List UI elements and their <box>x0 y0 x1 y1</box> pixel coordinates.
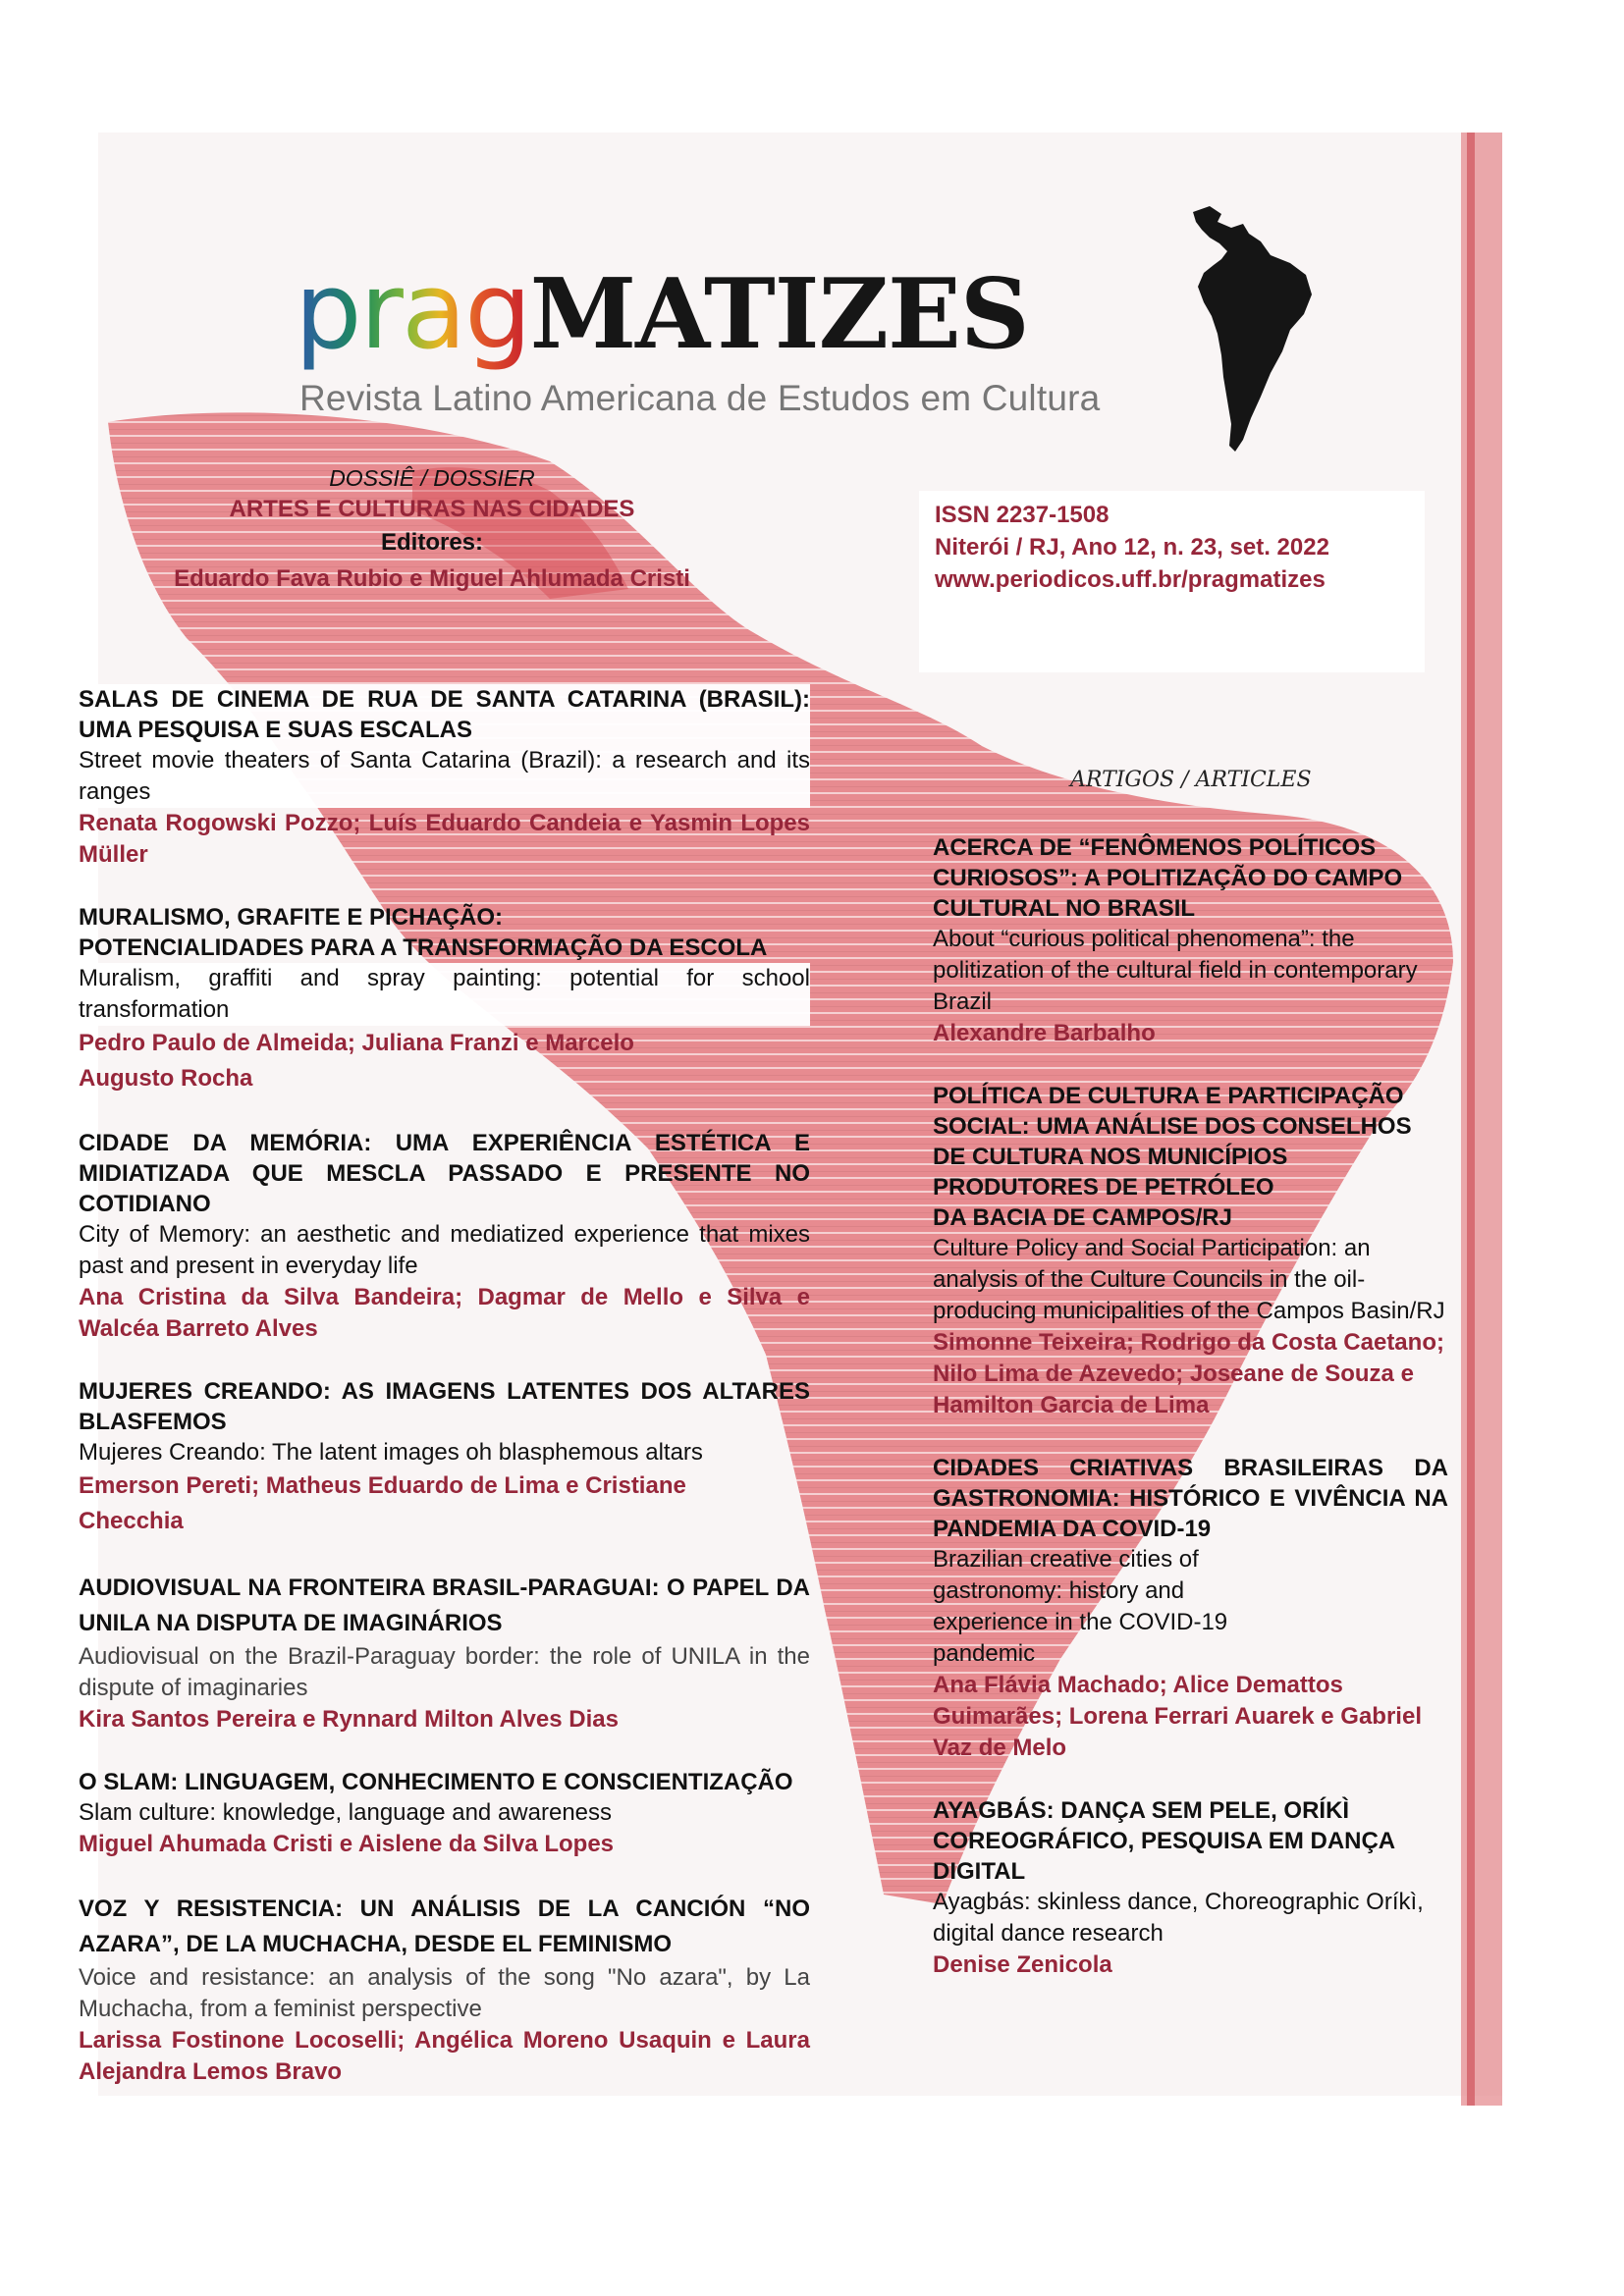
article-title: MURALISMO, GRAFITE E PICHAÇÃO: POTENCIALIDADES PARA A TRANSFORMAÇÃO DA ESCOLA <box>79 904 768 961</box>
journal-subtitle: Revista Latino Americana de Estudos em Cultura <box>299 378 1101 418</box>
dossier-label: DOSSIÊ / DOSSIER <box>329 465 535 491</box>
article-title: CIDADE DA MEMÓRIA: UMA EXPERIÊNCIA ESTÉTICA E MIDIATIZADA QUE MESCLA PASSADO E PRESENTE NO COTIDIANO <box>79 1130 810 1217</box>
article-title: O SLAM: LINGUAGEM, CONHECIMENTO E CONSCIENTIZAÇÃO <box>79 1769 793 1795</box>
article-authors: Ana Cristina da Silva Bandeira; Dagmar de Mello e Silva e Walcéa Barreto Alves <box>79 1284 810 1342</box>
article <box>933 1453 1448 1764</box>
article-english-title: Brazilian creative cities of gastronomy: history and experience in the COVID-19 pandemic <box>933 1546 1228 1667</box>
issn-info <box>935 499 1329 596</box>
dossier-articles-list <box>79 684 810 2119</box>
journal-logo <box>295 250 1029 373</box>
article <box>933 1795 1448 1981</box>
article-title: POLÍTICA DE CULTURA E PARTICIPAÇÃO SOCIAL: UMA ANÁLISE DOS CONSELHOS DE CULTURA NOS MUNICÍPIOS PRODUTORES DE PETRÓLEO DA BACIA DE CAMPOS/RJ <box>933 1083 1412 1231</box>
article-authors: Emerson Pereti; Matheus Eduardo de Lima e Cristiane Checchia <box>79 1472 686 1534</box>
article-authors: Alexandre Barbalho <box>933 1020 1156 1046</box>
article-authors: Kira Santos Pereira e Rynnard Milton Alves Dias <box>79 1706 619 1733</box>
dossier-article <box>79 1376 810 1539</box>
issn-code: ISSN 2237-1508 <box>935 502 1110 528</box>
article-authors: Renata Rogowski Pozzo; Luís Eduardo Candeia e Yasmin Lopes Müller <box>79 810 810 868</box>
logo-prag-text: prag <box>295 250 530 373</box>
dossier-article <box>79 1892 810 2088</box>
article-english-title: Audiovisual on the Brazil-Paraguay border: the role of UNILA in the dispute of imaginaries <box>79 1643 810 1701</box>
articles-list <box>933 832 1448 2012</box>
article <box>933 1081 1448 1421</box>
article-title: VOZ Y RESISTENCIA: UN ANÁLISIS DE LA CANCIÓN “NO AZARA”, DE LA MUCHACHA, DESDE EL FEMINISMO <box>79 1896 810 1957</box>
article-english-title: Slam culture: knowledge, language and awareness <box>79 1799 613 1826</box>
article-english-title: City of Memory: an aesthetic and mediatized experience that mixes past and present in everyday life <box>79 1221 810 1279</box>
dossier-theme: ARTES E CULTURAS NAS CIDADES <box>229 496 635 522</box>
article-authors: Miguel Ahumada Cristi e Aislene da Silva Lopes <box>79 1831 615 1857</box>
article-english-title: Ayagbás: skinless dance, Choreographic Oríkì, digital dance research <box>933 1889 1424 1947</box>
article-english-title: Voice and resistance: an analysis of the song "No azara", by La Muchacha, from a feminist perspective <box>79 1964 810 2022</box>
dossier-article <box>79 1128 810 1345</box>
journal-url[interactable]: www.periodicos.uff.br/pragmatizes <box>935 566 1326 593</box>
article-title: CIDADES CRIATIVAS BRASILEIRAS DA GASTRONOMIA: HISTÓRICO E VIVÊNCIA NA PANDEMIA DA COVID-19 <box>933 1455 1448 1542</box>
latin-america-map-icon <box>1188 204 1316 454</box>
article-title: AUDIOVISUAL NA FRONTEIRA BRASIL-PARAGUAI: O PAPEL DA UNILA NA DISPUTA DE IMAGINÁRIOS <box>79 1575 810 1636</box>
editors-names: Eduardo Fava Rubio e Miguel Ahlumada Cristi <box>174 565 690 592</box>
article-authors: Simonne Teixeira; Rodrigo da Costa Caetano; Nilo Lima de Azevedo; Joseane de Souza e Hamilton Garcia de Lima <box>933 1329 1444 1418</box>
articles-section-label: ARTIGOS / ARTICLES <box>1070 768 1312 792</box>
dossier-article <box>79 1767 810 1860</box>
article-english-title: Culture Policy and Social Participation: an analysis of the Culture Councils in the oil-producing municipalities of the Campos Basin/RJ <box>933 1235 1445 1324</box>
article-english-title: About “curious political phenomena”: the politization of the cultural field in contemporary Brazil <box>933 926 1418 1015</box>
article-title: MUJERES CREANDO: AS IMAGENS LATENTES DOS ALTARES BLASFEMOS <box>79 1378 810 1435</box>
article-authors: Ana Flávia Machado; Alice Demattos Guimarães; Lorena Ferrari Auarek e Gabriel Vaz de Melo <box>933 1672 1422 1761</box>
article-title: SALAS DE CINEMA DE RUA DE SANTA CATARINA (BRASIL): UMA PESQUISA E SUAS ESCALAS <box>79 686 810 743</box>
logo-matizes-text: MATIZES <box>529 258 1029 371</box>
article-authors: Denise Zenicola <box>933 1951 1112 1978</box>
issue-info: Niterói / RJ, Ano 12, n. 23, set. 2022 <box>935 534 1329 561</box>
article-english-title: Muralism, graffiti and spray painting: potential for school transformation <box>79 963 810 1026</box>
article-english-title: Street movie theaters of Santa Catarina (Brazil): a research and its ranges <box>79 745 810 808</box>
article-title: ACERCA DE “FENÔMENOS POLÍTICOS CURIOSOS”: A POLITIZAÇÃO DO CAMPO CULTURAL NO BRASIL <box>933 834 1403 922</box>
article <box>933 832 1448 1049</box>
article-authors: Pedro Paulo de Almeida; Juliana Franzi e Marcelo Augusto Rocha <box>79 1030 634 1092</box>
dossier-article <box>79 1571 810 1735</box>
article-title: AYAGBÁS: DANÇA SEM PELE, ORÍKÌ COREOGRÁFICO, PESQUISA EM DANÇA DIGITAL <box>933 1797 1395 1885</box>
editors-label: Editores: <box>380 529 483 556</box>
dossier-article <box>79 684 810 871</box>
dossier-header <box>98 463 766 599</box>
article-english-title: Mujeres Creando: The latent images oh blasphemous altars <box>79 1439 703 1466</box>
dossier-article <box>79 902 810 1096</box>
article-authors: Larissa Fostinone Locoselli; Angélica Moreno Usaquin e Laura Alejandra Lemos Bravo <box>79 2027 810 2085</box>
